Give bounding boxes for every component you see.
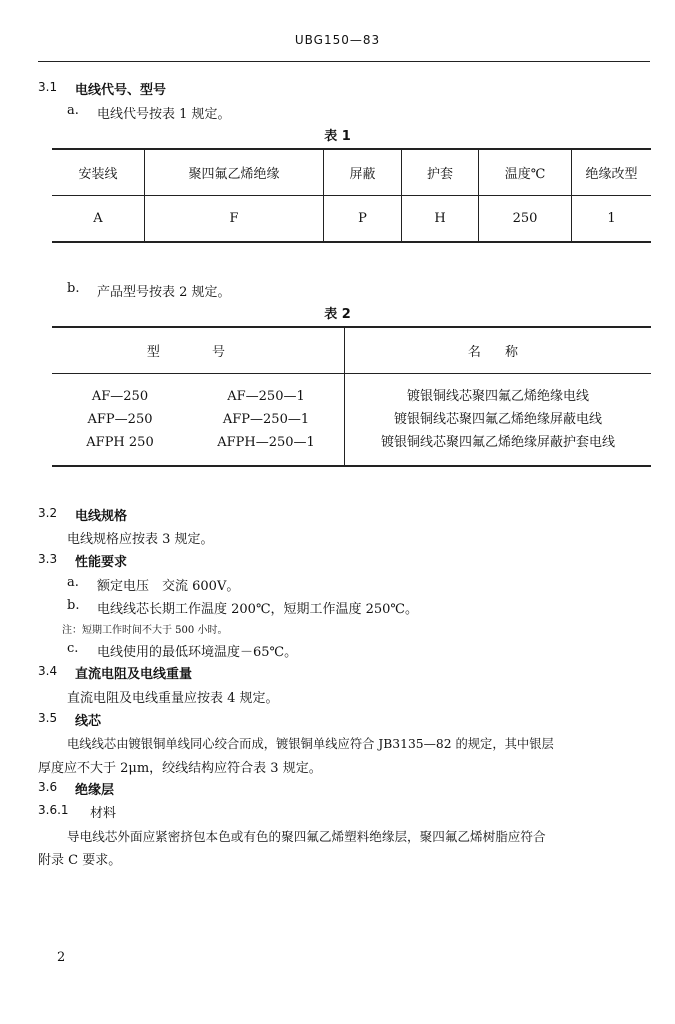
section-3-3-title: 性能要求 xyxy=(75,555,128,570)
section-3-3-note: 注：短期工作时间不大于 500 小时。 xyxy=(62,625,228,636)
table1-header: 聚四氟乙烯绝缘 xyxy=(145,149,324,196)
section-3-6-1-body-line1: 导电线芯外面应紧密挤包本色或有色的聚四氟乙烯塑料绝缘层，聚四氟乙烯树脂应符合 xyxy=(67,829,546,844)
table1-cell: 1 xyxy=(572,196,652,243)
table2-model: AFP—250 xyxy=(87,412,153,427)
section-3-5-body-line1: 电线线芯由镀银铜单线同心绞合而成，镀银铜单线应符合 JB3135—82 的规定，其中银层 xyxy=(67,737,554,751)
table2-model: AFPH—250—1 xyxy=(217,435,315,450)
table1-cell: F xyxy=(145,196,324,243)
table2-header-model: 型 号 xyxy=(52,327,345,374)
table2-caption: 表 2 xyxy=(324,307,351,322)
table1-cell: A xyxy=(93,211,103,226)
section-3-1-title: 电线代号、型号 xyxy=(75,83,167,98)
table2-model: AFPH 250 xyxy=(86,435,154,450)
section-3-1-number: 3.1 xyxy=(38,80,58,94)
section-3-6-title: 绝缘层 xyxy=(75,783,115,798)
table1-caption: 表 1 xyxy=(324,129,351,144)
section-3-6-1-number: 3.6.1 xyxy=(38,803,69,817)
page-number: 2 xyxy=(57,950,66,965)
section-3-4-number: 3.4 xyxy=(38,664,58,678)
section-3-6-1-title: 材料 xyxy=(90,806,117,821)
section-3-4-title: 直流电阻及电线重量 xyxy=(75,667,193,682)
table2-models-col-a xyxy=(52,374,188,467)
table2-model: AFP—250—1 xyxy=(222,412,310,427)
item-b-label: b. xyxy=(67,281,80,296)
table2-model: AF—250—1 xyxy=(227,389,305,404)
table2-name: 镀银铜线芯聚四氟乙烯绝缘屏蔽电线 xyxy=(393,412,602,427)
table1-cell: P xyxy=(324,196,402,243)
table2-name: 镀银铜线芯聚四氟乙烯绝缘电线 xyxy=(406,389,589,404)
table2-name: 镀银铜线芯聚四氟乙烯绝缘屏蔽护套电线 xyxy=(380,435,615,450)
section-3-2-body: 电线规格应按表 3 规定。 xyxy=(67,532,214,547)
item-a-text: 电线代号按表 1 规定。 xyxy=(97,107,231,122)
item-3-3-b-text: 电线线芯长期工作温度 200℃，短期工作温度 250℃。 xyxy=(97,602,418,617)
item-3-3-a-text: 额定电压 交流 600V。 xyxy=(97,579,240,594)
item-3-3-c-text: 电线使用的最低环境温度－65℃。 xyxy=(97,645,298,660)
item-a-label: a. xyxy=(67,103,79,118)
section-3-4-body: 直流电阻及电线重量应按表 4 规定。 xyxy=(67,691,279,706)
section-3-5-title: 线芯 xyxy=(75,714,102,729)
section-3-3-number: 3.3 xyxy=(38,552,58,566)
item-b-text: 产品型号按表 2 规定。 xyxy=(97,285,231,300)
section-3-5-body-line2: 厚度应不大于 2μm，绞线结构应符合表 3 规定。 xyxy=(38,761,322,776)
table1-cell: 250 xyxy=(479,196,572,243)
table2-models-col-b xyxy=(188,374,345,467)
item-3-3-a-label: a. xyxy=(67,575,79,590)
table2-names-col xyxy=(345,374,652,467)
item-3-3-b-label: b. xyxy=(67,598,80,613)
item-3-3-c-label: c. xyxy=(67,641,79,656)
table1-header: 安装线 xyxy=(52,149,145,196)
page-header: UBG150—83 xyxy=(294,33,381,47)
header-rule xyxy=(38,61,650,62)
table1 xyxy=(52,148,651,243)
section-3-2-title: 电线规格 xyxy=(75,509,128,524)
table2 xyxy=(52,326,651,467)
table2-model: AF—250 xyxy=(91,389,149,404)
section-3-5-number: 3.5 xyxy=(38,711,58,725)
section-3-2-number: 3.2 xyxy=(38,506,58,520)
table1-cell: H xyxy=(402,196,479,243)
table2-header-name: 名 称 xyxy=(345,327,652,374)
table1-header: 屏蔽 xyxy=(324,149,402,196)
table1-header: 温度℃ xyxy=(479,149,572,196)
table1-header: 护套 xyxy=(402,149,479,196)
table1-header: 绝缘改型 xyxy=(572,149,652,196)
section-3-6-number: 3.6 xyxy=(38,780,58,794)
section-3-6-1-body-line2: 附录 C 要求。 xyxy=(38,853,122,868)
